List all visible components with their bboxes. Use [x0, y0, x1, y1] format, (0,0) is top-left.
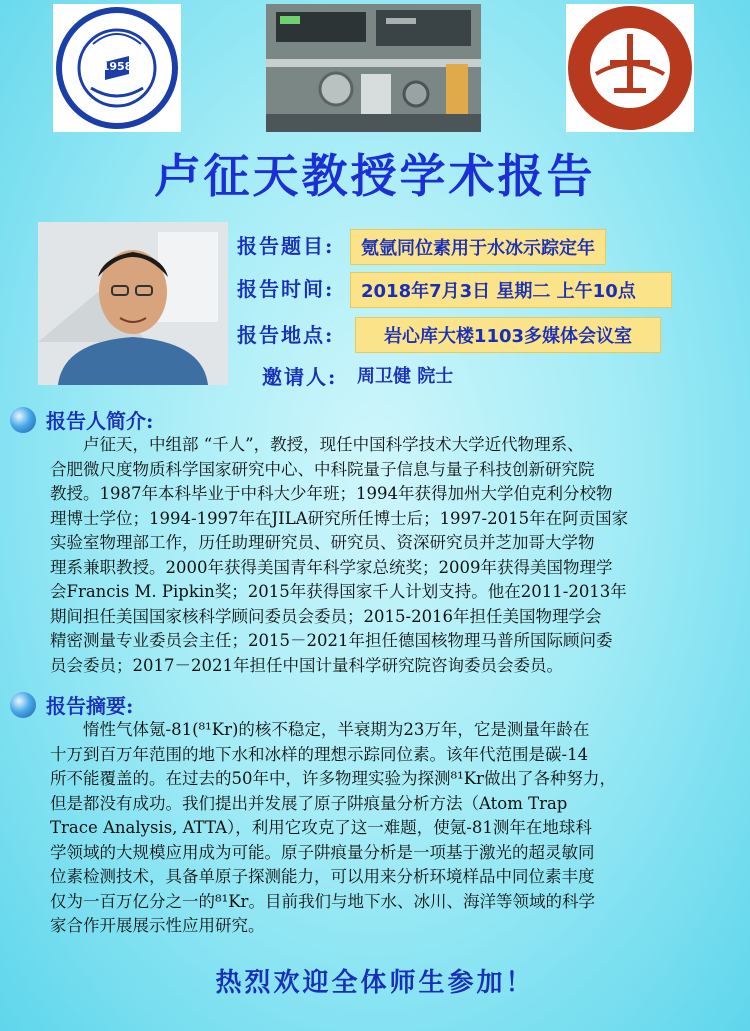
university-logo — [53, 4, 181, 132]
speaker-portrait — [38, 222, 228, 385]
abstract-line: Trace Analysis, ATTA），利用它攻克了这一难题，使氪-81测年在地球科 — [50, 818, 592, 837]
place-value: 岩心库大楼1103多媒体会议室 — [355, 317, 661, 353]
bio-line: 期间担任美国国家核科学顾问委员会委员；2015-2016年担任美国物理学会 — [50, 606, 602, 626]
topic-label: 报告题目: — [237, 234, 335, 258]
inviter-value: 周卫健 院士 — [357, 366, 454, 387]
bio-line: 会Francis M. Pipkin奖；2015年获得国家千人计划支持。他在2011-2013年 — [50, 582, 627, 601]
bullet-icon — [10, 407, 36, 433]
bio-line: 理博士学位；1994-1997年在JILA研究所任博士后；1997-2015年在阿贡国家 — [50, 508, 629, 528]
institute-logo — [566, 4, 694, 132]
bio-line: 实验室物理部工作，历任助理研究员、研究员、资深研究员并芝加哥大学物 — [50, 533, 595, 552]
abstract-heading — [10, 690, 133, 719]
bio-heading-text: 报告人简介: — [46, 409, 154, 433]
abstract-line: 位素检测技术，具备单原子探测能力，可以用来分析环境样品中同位素丰度 — [50, 867, 595, 886]
inviter-label: 邀请人: — [262, 365, 338, 389]
bio-line: 精密测量专业委员会主任；2015－2021年担任德国核物理马普所国际顾问委 — [50, 631, 613, 650]
abstract-line: 惰性气体氪-81(⁸¹Kr)的核不稳定，半衰期为23万年，它是测量年龄在 — [50, 720, 590, 739]
time-label: 报告时间: — [237, 277, 335, 301]
abstract-line: 家合作开展展示性应用研究。 — [50, 916, 265, 935]
bio-text — [50, 433, 722, 678]
closing-invitation: 热烈欢迎全体师生参加！ — [215, 968, 535, 998]
abstract-line: 但是都没有成功。我们提出并发展了原子阱痕量分析方法（Atom Trap — [50, 793, 568, 813]
abstract-line: 学领域的大规模应用成为可能。原子阱痕量分析是一项基于激光的超灵敏同 — [50, 842, 595, 862]
logo-year: 1958 — [101, 60, 133, 73]
abstract-line: 所不能覆盖的。在过去的50年中，许多物理实验为探测⁸¹Kr做出了各种努力， — [50, 769, 616, 788]
time-value: 2018年7月3日 星期二 上午10点 — [350, 272, 672, 308]
abstract-heading-text: 报告摘要: — [46, 694, 134, 718]
bio-line: 卢征天，中组部 “千人”，教授，现任中国科学技术大学近代物理系、 — [50, 435, 584, 454]
place-label: 报告地点: — [237, 323, 335, 347]
topic-value: 氪氩同位素用于水冰示踪定年 — [350, 229, 606, 265]
bio-line: 教授。1987年本科毕业于中科大少年班；1994年获得加州大学伯克利分校物 — [50, 484, 613, 503]
bio-heading — [10, 405, 153, 434]
abstract-line: 仅为一百万亿分之一的⁸¹Kr。目前我们与地下水、冰川、海洋等领域的科学 — [50, 891, 595, 911]
bio-line: 合肥微尺度物质科学国家研究中心、中科院量子信息与量子科技创新研究院 — [50, 459, 595, 479]
bio-line: 员会委员；2017－2021年担任中国计量科学研究院咨询委员会委员。 — [50, 655, 563, 675]
poster-title: 卢征天教授学术报告 — [154, 149, 596, 203]
bio-line: 理系兼职教授。2000年获得美国青年科学家总统奖；2009年获得美国物理学 — [50, 557, 613, 577]
abstract-text — [50, 718, 722, 939]
abstract-line: 十万到百万年范围的地下水和冰样的理想示踪同位素。该年代范围是碳-14 — [50, 744, 589, 764]
lab-instrument-photo — [266, 4, 481, 132]
bullet-icon — [10, 692, 36, 718]
